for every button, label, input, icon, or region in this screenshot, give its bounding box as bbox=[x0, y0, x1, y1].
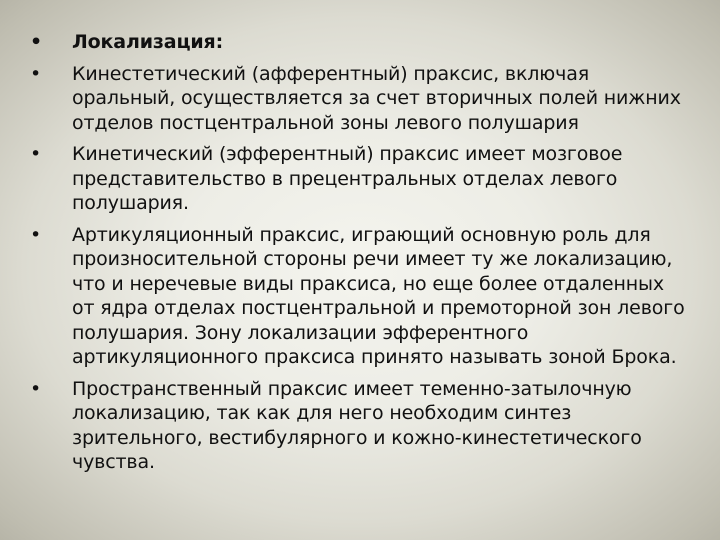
bullet-icon: • bbox=[30, 143, 42, 165]
bullet-icon: • bbox=[30, 223, 42, 246]
slide-body bbox=[30, 30, 690, 482]
bullet-item-articulation-praxis bbox=[30, 223, 690, 370]
bullet-item-spatial-praxis bbox=[30, 377, 690, 475]
bullet-icon: • bbox=[30, 31, 42, 53]
bullet-item-kinesthetic-praxis bbox=[30, 62, 690, 136]
bullet-item-kinetic-praxis bbox=[30, 142, 690, 216]
bullet-list bbox=[30, 30, 690, 475]
bullet-icon: • bbox=[30, 62, 42, 85]
bullet-text: Пространственный праксис имеет теменно-затылочную локализацию, так как для него необходим синтез зрительного, вестибулярного и кожно-кинестетического чувства. bbox=[72, 377, 642, 473]
bullet-text: Кинетический (эфферентный) праксис имеет мозговое представительство в прецентральных отделах левого полушария. bbox=[72, 143, 623, 214]
bullet-text: Локализация: bbox=[72, 31, 224, 53]
bullet-text: Артикуляционный праксис, играющий основную роль для произносительной стороны речи имеет ту же локализацию, что и неречевые виды праксиса, но еще более отдаленных от ядра отделах постцентральной и премоторной зон левого полушария. Зону локализации эфферентного артикуляционного праксиса принято называть зоной Брока. bbox=[72, 223, 685, 368]
bullet-text: Кинестетический (афферентный) праксис, включая оральный, осуществляется за счет вторичных полей нижних отделов постцентральной зоны левого полушария bbox=[72, 62, 681, 134]
bullet-item-heading bbox=[30, 30, 690, 55]
bullet-icon: • bbox=[30, 377, 42, 400]
